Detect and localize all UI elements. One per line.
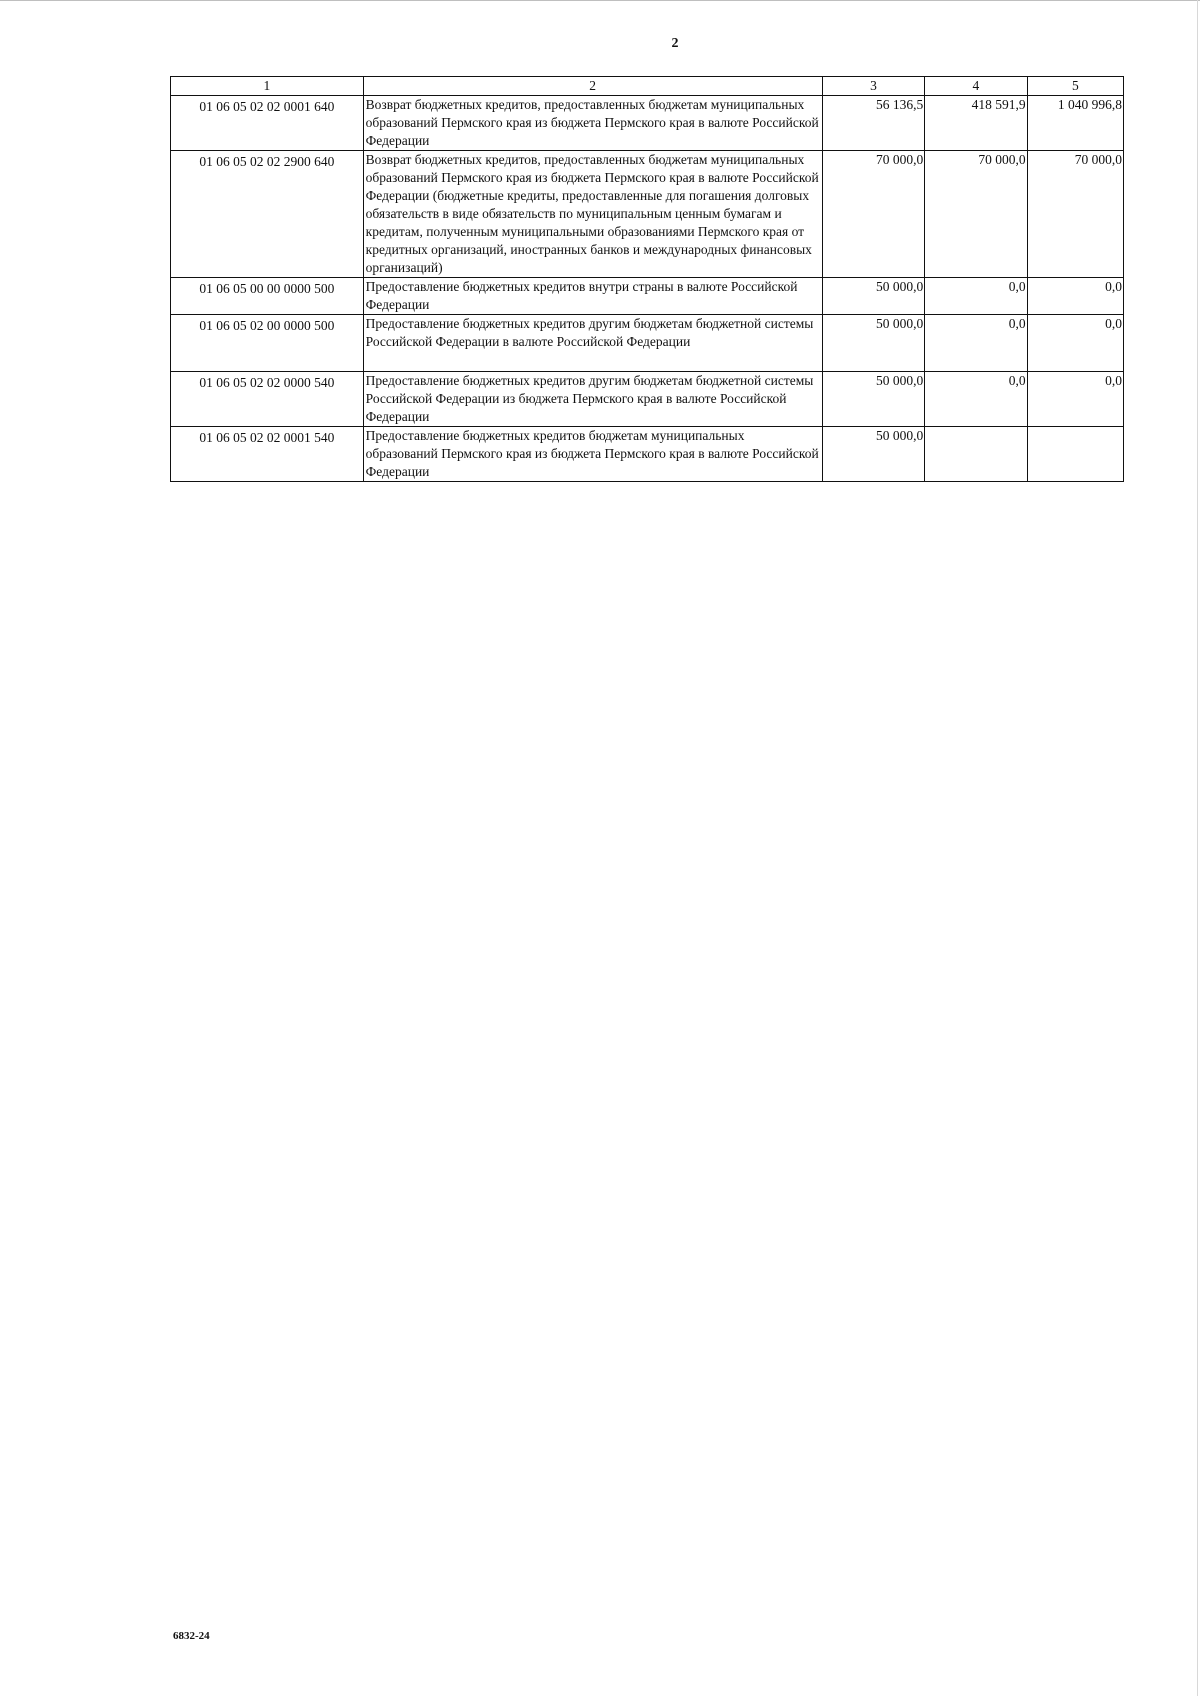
amount-col3-cell: 70 000,0 <box>822 151 924 278</box>
budget-code-cell: 01 06 05 02 02 0001 640 <box>171 96 364 151</box>
scan-edge-top <box>0 0 1200 1</box>
budget-code-cell: 01 06 05 02 00 0000 500 <box>171 315 364 372</box>
description-cell: Предоставление бюджетных кредитов внутри страны в валюте Российской Федерации <box>363 278 822 315</box>
amount-col3-cell: 50 000,0 <box>822 315 924 372</box>
amount-col5-cell: 0,0 <box>1027 372 1123 427</box>
amount-col5-cell: 1 040 996,8 <box>1027 96 1123 151</box>
column-header-4: 4 <box>925 77 1027 96</box>
amount-col4-cell: 70 000,0 <box>925 151 1027 278</box>
table-row <box>171 372 1124 427</box>
amount-col3-cell: 56 136,5 <box>822 96 924 151</box>
table-row <box>171 96 1124 151</box>
table-header-row <box>171 77 1124 96</box>
amount-col3-cell: 50 000,0 <box>822 278 924 315</box>
description-cell: Возврат бюджетных кредитов, предоставленных бюджетам муниципальных образований Пермского края из бюджета Пермского края в валюте Российской Федерации <box>363 96 822 151</box>
column-header-2: 2 <box>363 77 822 96</box>
amount-col5-cell: 0,0 <box>1027 315 1123 372</box>
amount-col4-cell: 0,0 <box>925 372 1027 427</box>
scan-edge-right <box>1197 0 1198 1696</box>
budget-code-cell: 01 06 05 02 02 2900 640 <box>171 151 364 278</box>
budget-code-cell: 01 06 05 00 00 0000 500 <box>171 278 364 315</box>
amount-col4-cell: 0,0 <box>925 278 1027 315</box>
amount-col3-cell: 50 000,0 <box>822 427 924 482</box>
budget-code-cell: 01 06 05 02 02 0001 540 <box>171 427 364 482</box>
column-header-3: 3 <box>822 77 924 96</box>
table-row <box>171 315 1124 372</box>
document-footer-code: 6832-24 <box>173 1630 210 1642</box>
amount-col4-cell <box>925 427 1027 482</box>
description-cell: Возврат бюджетных кредитов, предоставленных бюджетам муниципальных образований Пермского края из бюджета Пермского края в валюте Российской Федерации (бюджетные кредиты, предоставленные для погашения долговых обязательств в виде обязательств по муниципальным ценным бумагам и кредитам, полученным муниципальными образованиями Пермского края от кредитных организаций, иностранных банков и международных финансовых организаций) <box>363 151 822 278</box>
description-cell: Предоставление бюджетных кредитов бюджетам муниципальных образований Пермского края из бюджета Пермского края в валюте Российской Федерации <box>363 427 822 482</box>
table-row <box>171 427 1124 482</box>
description-cell: Предоставление бюджетных кредитов другим бюджетам бюджетной системы Российской Федерации в валюте Российской Федерации <box>363 315 822 372</box>
amount-col5-cell: 70 000,0 <box>1027 151 1123 278</box>
budget-code-cell: 01 06 05 02 02 0000 540 <box>171 372 364 427</box>
page-number: 2 <box>671 36 679 51</box>
amount-col3-cell: 50 000,0 <box>822 372 924 427</box>
description-cell: Предоставление бюджетных кредитов другим бюджетам бюджетной системы Российской Федерации из бюджета Пермского края в валюте Российской Федерации <box>363 372 822 427</box>
amount-col5-cell <box>1027 427 1123 482</box>
column-header-1: 1 <box>171 77 364 96</box>
table-row <box>171 151 1124 278</box>
column-header-5: 5 <box>1027 77 1123 96</box>
table-row <box>171 278 1124 315</box>
amount-col4-cell: 418 591,9 <box>925 96 1027 151</box>
budget-credits-table <box>170 76 1124 482</box>
amount-col4-cell: 0,0 <box>925 315 1027 372</box>
amount-col5-cell: 0,0 <box>1027 278 1123 315</box>
